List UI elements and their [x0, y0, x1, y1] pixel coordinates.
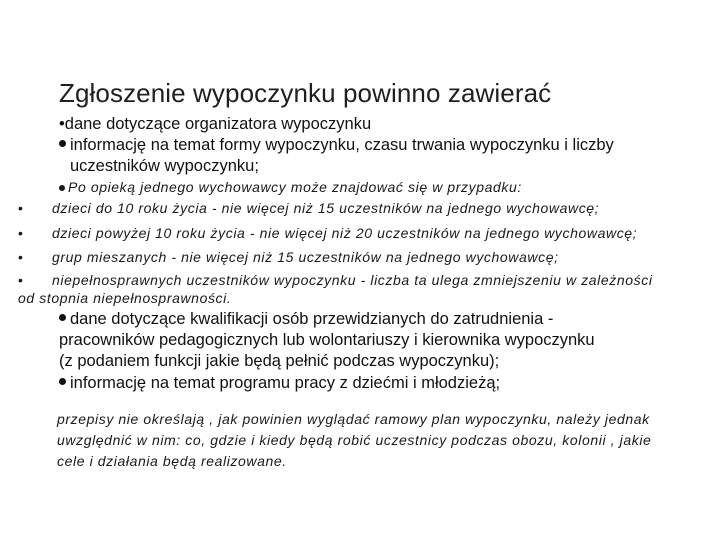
bullet-dot: •: [18, 200, 24, 216]
note-line: przepisy nie określają , jak powinien wyglądać ramowy plan wypoczynku, należy jednak: [57, 411, 650, 427]
bullet-dot: •: [18, 272, 24, 288]
bullet-dot: [59, 140, 66, 147]
item-care: Po opieką jednego wychowawcy może znajdować się w przypadku:: [59, 179, 522, 195]
bullet-dot: [59, 185, 65, 191]
item-form-line1: informację na temat formy wypoczynku, czasu trwania wypoczynku i liczby: [59, 135, 614, 156]
bullet-dot: •: [59, 115, 65, 133]
item-qualifications-line2: pracowników pedagogicznych lub wolontariuszy i kierownika wypoczynku: [59, 331, 595, 349]
note-line: uwzględnić w nim: co, gdzie i kiedy będą robić uczestnicy podczas obozu, kolonii , jakie: [57, 432, 652, 448]
list-item-continuation: od stopnia niepełnosprawności.: [18, 290, 232, 306]
list-item: • niepełnosprawnych uczestników wypoczynku - liczba ta ulega zmniejszeniu w zależności: [18, 272, 653, 288]
bullet-dot: •: [18, 225, 24, 241]
list-item: • dzieci powyżej 10 roku życia - nie więcej niż 20 uczestników na jednego wychowawcę;: [18, 225, 638, 241]
slide-title: Zgłoszenie wypoczynku powinno zawierać: [59, 78, 552, 108]
item-qualifications-line1: dane dotyczące kwalifikacji osób przewidzianych do zatrudnienia -: [59, 309, 553, 330]
bullet-dot: [59, 378, 66, 385]
item-form-line2: uczestników wypoczynku;: [70, 157, 259, 175]
list-item: • dzieci do 10 roku życia - nie więcej niż 15 uczestników na jednego wychowawcę;: [18, 200, 600, 216]
bullet-dot: [59, 314, 66, 321]
item-qualifications-line3: (z podaniem funkcji jakie będą pełnić podczas wypoczynku);: [59, 352, 500, 370]
item-organizer: •dane dotyczące organizatora wypoczynku: [59, 115, 372, 133]
list-item: • grup mieszanych - nie więcej niż 15 uczestników na jednego wychowawcę;: [18, 249, 559, 265]
item-program: informację na temat programu pracy z dziećmi i młodzieżą;: [59, 373, 500, 394]
note-line: cele i działania będą realizowane.: [57, 453, 287, 469]
bullet-dot: •: [18, 249, 24, 265]
